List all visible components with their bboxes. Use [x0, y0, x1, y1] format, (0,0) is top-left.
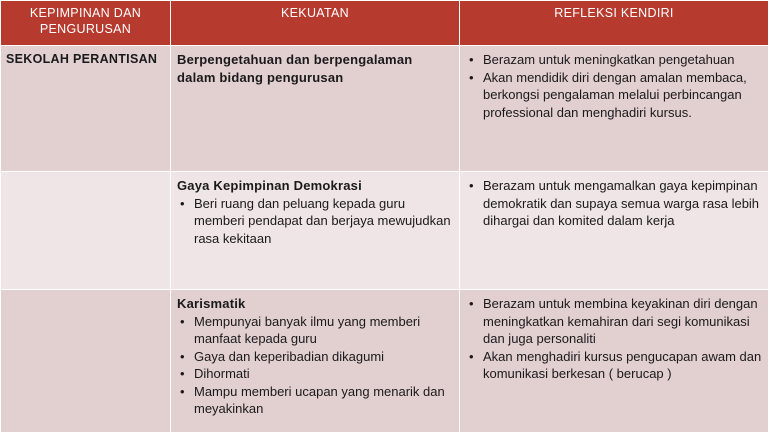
row-label-cell	[1, 290, 171, 433]
refleksi-cell	[460, 172, 768, 290]
table-row	[1, 290, 768, 433]
kekuatan-title: Berpengetahuan dan berpengalaman dalam bidang pengurusan	[177, 52, 413, 85]
list-item: • Dihormati	[180, 366, 250, 381]
list-item: • Berazam untuk meningkatkan pengetahuan	[469, 52, 735, 67]
row-label	[1, 290, 170, 300]
list-item: • Berazam untuk membina keyakinan diri dengan meningkatkan kemahiran dari segi komunikasi dan juga personaliti	[469, 296, 758, 346]
header-row	[1, 1, 768, 46]
row-label	[1, 172, 170, 182]
list-item: • Akan mendidik diri dengan amalan membaca, berkongsi pengalaman melalui perbincangan professional dan menghadiri kursus.	[469, 69, 747, 120]
kekuatan-cell	[171, 46, 460, 172]
kekuatan-title: Gaya Kepimpinan Demokrasi	[177, 178, 362, 193]
kekuatan-cell	[171, 290, 460, 433]
list-item: • Mampu memberi ucapan yang menarik dan meyakinkan	[180, 383, 445, 416]
kekuatan-cell	[171, 172, 460, 290]
row-label: SEKOLAH PERANTISAN	[6, 52, 158, 66]
table-row	[1, 46, 768, 172]
header-refleksi: REFLEKSI KENDIRI	[460, 1, 768, 46]
list-item: • Gaya dan keperibadian dikagumi	[180, 348, 385, 364]
list-item: • Mempunyai banyak ilmu yang memberi manfaat kepada guru	[180, 313, 421, 346]
list-item: • Akan menghadiri kursus pengucapan awam dan komunikasi berkesan ( berucap )	[469, 348, 762, 381]
header-kekuatan: KEKUATAN	[171, 1, 460, 46]
refleksi-cell	[460, 290, 768, 433]
row-label-cell	[1, 46, 171, 172]
kekuatan-title: Karismatik	[177, 296, 246, 311]
list-item: • Berazam untuk mengamalkan gaya kepimpinan demokratik dan supaya semua warga rasa lebih dihargai dan komited dalam kerja	[469, 178, 760, 228]
table-row	[1, 172, 768, 290]
list-item: • Beri ruang dan peluang kepada guru memberi pendapat dan berjaya mewujudkan rasa kekitaan	[180, 195, 451, 246]
row-label-cell	[1, 172, 171, 290]
refleksi-cell	[460, 46, 768, 172]
header-kepimpinan: KEPIMPINAN DAN PENGURUSAN	[1, 1, 171, 46]
